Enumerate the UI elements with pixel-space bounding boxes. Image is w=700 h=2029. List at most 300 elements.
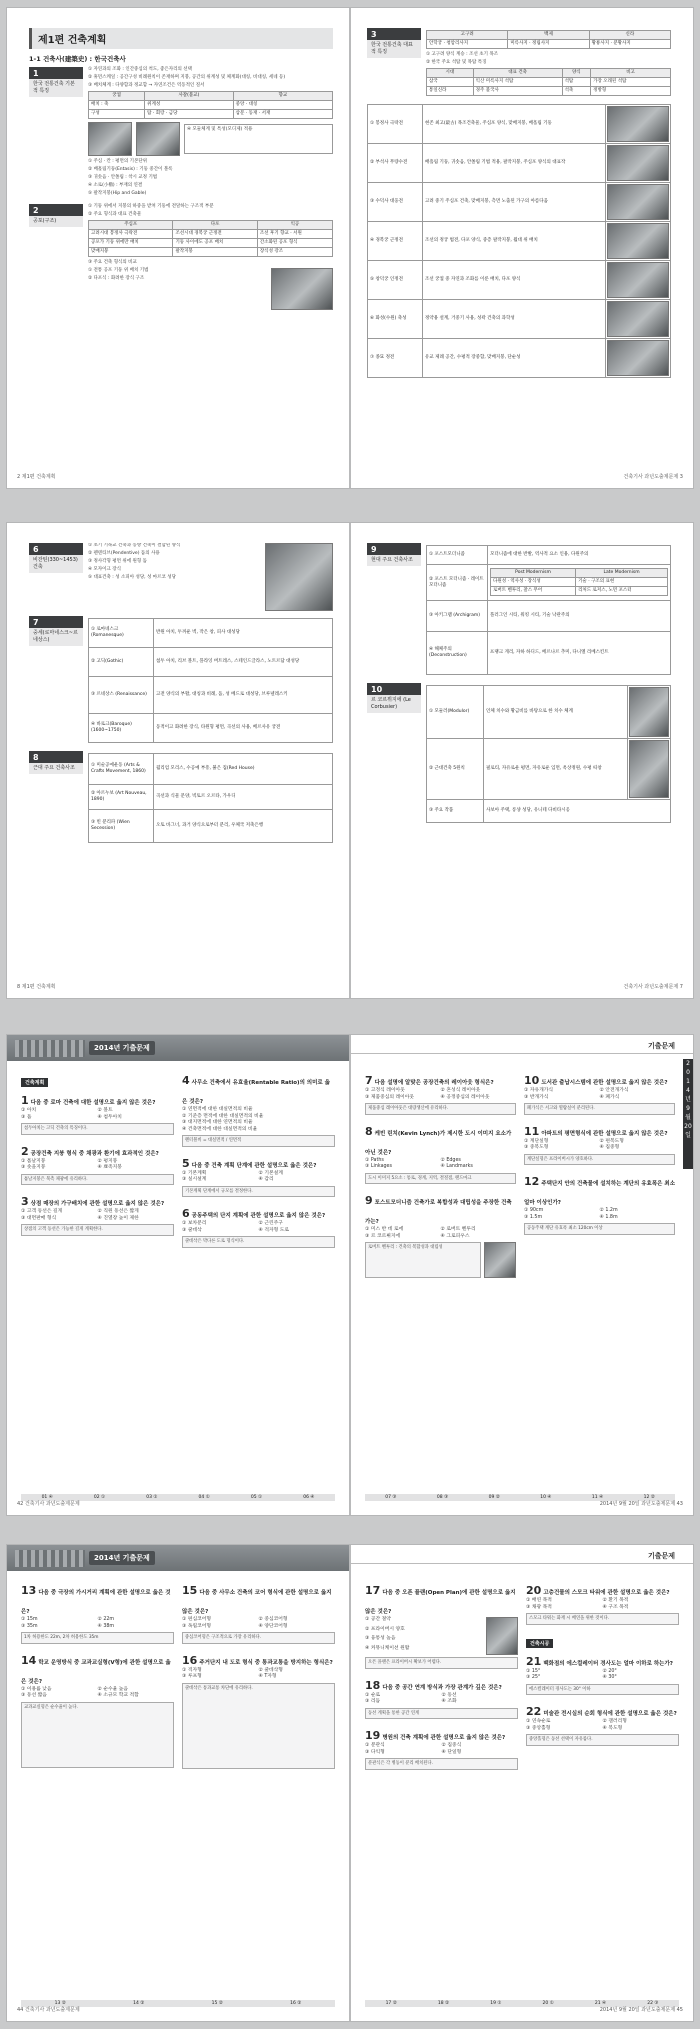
option[interactable]: ① 톱날지붕 [21,1158,46,1164]
modulor-figure [629,687,669,737]
option[interactable]: ② 평지붕 [97,1158,118,1164]
question-4 [182,1069,335,1147]
question-number: 3 [21,1195,29,1209]
table-cell: 기둥 사이에도 공포 배치 [173,239,257,248]
building-photo [607,223,669,259]
answer-cell: 01 ④ [41,1495,53,1500]
table-cell: 공포가 기둥 위에만 배치 [89,239,173,248]
page-6 [7,523,349,998]
option[interactable]: ③ 실시설계 [182,1177,207,1183]
item-1 [29,67,333,199]
option[interactable]: ② 쿨데삭형 [258,1667,283,1673]
option[interactable]: ① 15° [526,1668,541,1674]
table-cell: 황룡사지 · 분황사지 [589,40,670,49]
option[interactable]: ③ 제품중심의 레이아웃 [365,1094,415,1100]
table-cell: 미륵사지 · 정림사지 [508,40,589,49]
option[interactable]: ② 22m [97,1617,115,1622]
building-photo [607,262,669,298]
page-footer: 건축기사 과년도출제문제 3 [623,474,683,480]
question-3 [21,1190,174,1236]
explanation: 스모크 타워는 화재 시 배연을 위한 것이다. [526,1613,679,1625]
table-header: 신라 [589,31,670,40]
question-1 [21,1089,174,1135]
option[interactable]: ① 연면적에 대한 대실면적의 비율 [182,1107,253,1112]
building-graphic [15,1040,85,1057]
option[interactable]: ④ 구조 목적 [602,1604,629,1610]
table-cell: ② 고딕(Gothic) [89,648,154,677]
table-header: 비고 [591,69,671,78]
question-17 [365,1579,518,1669]
table-cell: 곡선과 식물 문양, 빅토르 오르타, 가우디 [154,785,333,810]
item-label: 비잔틴(330~1453) 건축 [29,555,83,573]
answer-cell: 11 ④ [591,1495,604,1500]
question-text: 다음 중 극장의 가시거리 계획에 관한 설명으로 옳은 것은? [21,1590,171,1615]
option[interactable]: ① 아치 [21,1108,37,1113]
item-number: 7 [29,616,83,628]
table-cell: 정방형 [591,87,671,96]
item-3 [367,28,671,99]
table-cell: 삼문 · 동재 · 서재 [233,110,332,119]
item-label: 공포(구조) [29,216,83,227]
text-line: ② 한국 주요 석탑 및 목탑 특징 [426,60,487,65]
answer-cell: 08 ③ [436,1495,449,1500]
table-cell: 동적이고 화려한 장식, 타원형 평면, 곡선의 사용, 베르사유 궁전 [154,714,333,743]
option[interactable]: ② 1.2m [599,1208,618,1214]
table-cell: 반원 아치, 두꺼운 벽, 작은 창, 피사 대성당 [154,619,333,648]
text-line: ② 다포식 : 화려한 장식 구조 [88,276,145,281]
table-cell: 탑 · 회랑 · 금당 [145,110,233,119]
question-13 [21,1579,174,1644]
option[interactable]: ④ 공정중심의 레이아웃 [440,1094,490,1100]
text-line: ① 초기 기독교 건축과 동방 건축이 결합된 양식 [88,543,181,548]
question-text: 다음 중 건축 계획 단계에 관한 설명으로 옳은 것은? [191,1162,317,1169]
table-cell: 익산 미륵사지 석탑 [473,78,562,87]
option[interactable]: ① 계단실형 [524,1138,549,1144]
question-number: 20 [526,1584,542,1597]
kingdom-table [426,30,671,49]
text-line: ② 배흘림기둥(Entasis) : 기둥 중간이 볼록 [88,167,173,172]
question-number: 6 [182,1207,190,1221]
explanation: 로버트 벤투리 : 건축의 복합성과 대립성 [365,1242,481,1278]
question-20 [526,1579,679,1625]
strip-char: 0 [686,1069,690,1076]
table-cell: 기술 · 구조의 표현 [576,578,668,587]
option[interactable]: ① 기본계획 [182,1170,207,1176]
option[interactable]: ③ 채광 목적 [526,1604,552,1610]
table-header: 고구려 [427,31,508,40]
table-cell: 고전 양식의 부활, 대칭과 비례, 돔, 성 베드로 대성당, 브루넬레스키 [154,677,333,714]
table-cell: ③ 르네상스 (Renaissance) [89,677,154,714]
option[interactable]: ③ 독립코어형 [182,1623,211,1629]
option[interactable]: ① 배연 목적 [526,1598,552,1603]
option[interactable]: ④ 1.8m [599,1214,618,1220]
option[interactable]: ④ 38m [97,1623,115,1629]
table-cell: 조선 궁궐 중 자연과 조화를 이룬 배치, 다포 양식 [423,261,606,300]
option[interactable]: ② 중심코어형 [258,1617,288,1622]
section-title: 1-1 건축사(建築史) : 한국건축사 [29,55,126,63]
question-text: 케빈 린치(Kevin Lynch)가 제시한 도시 이미지 요소가 아닌 것은? [365,1130,512,1156]
question-text: 다음 중 사무소 건축의 코어 형식에 관한 설명으로 옳지 않은 것은? [182,1590,332,1615]
text-line: ④ 모자이크 장식 [88,567,121,572]
header-tag: 2014년 기출문제 [89,1551,155,1565]
option[interactable]: ③ 대면판매 형식 [21,1215,57,1221]
option[interactable]: ① 공간 절약 [365,1617,391,1622]
corbusier-table [426,685,671,823]
question-text: 주거단지 내 도로 형식 중 통과교통을 방지하는 형식은? [199,1659,333,1666]
option[interactable]: ② 편복도형 [599,1138,624,1144]
question-number: 9 [365,1194,373,1208]
option[interactable]: ② 집중식 [441,1743,462,1749]
option[interactable]: ③ 융통성 높음 [365,1636,396,1641]
option[interactable]: ④ 30° [602,1675,617,1681]
question-text: 병원의 건축 계획에 관한 설명으로 옳지 않은 것은? [382,1735,506,1742]
subject-pill: 건축계획 [21,1078,48,1087]
option[interactable]: ② 순수율 높음 [97,1686,129,1692]
table-cell: 유교 제례 공간, 수평적 장중함, 맞배지붕, 단순성 [423,339,606,378]
question-12 [524,1170,675,1235]
option[interactable]: ④ 감리 [258,1177,274,1183]
header-tag: 2014년 기출문제 [89,1041,155,1055]
option[interactable]: ③ 르 코르뷔지에 [365,1233,401,1239]
option[interactable]: ③ 루프형 [182,1674,202,1680]
table-cell: 통일신라 [427,87,474,96]
explanation: 첨두아치는 고딕 건축의 특징이다. [21,1123,174,1135]
option[interactable]: ② 프라이버시 양호 [365,1626,405,1632]
building-photo [607,145,669,181]
text-line: ③ 주요 건축 형식의 비교 [88,260,137,265]
question-number: 10 [524,1074,540,1087]
header-rule [351,1551,693,1564]
header-tag: 기출문제 [647,1552,675,1560]
question-19 [365,1724,518,1770]
section-pill: 건축시공 [526,1639,553,1648]
answer-cell: 21 ④ [594,2001,607,2006]
table-header: 익공 [257,221,332,230]
architect-portrait [484,1242,516,1278]
option[interactable]: ② 볼트 [97,1108,113,1113]
explanation: 중심코어형은 구조적으로 가장 유리하다. [182,1632,335,1644]
option[interactable]: ④ T자형 [258,1674,277,1680]
item-label: 한국 전통건축 대표적 특징 [367,40,421,58]
question-text: 주택단지 안의 건축물에 설치하는 계단의 유효폭은 최소 얼마 이상인가? [524,1181,675,1207]
table-cell: ② 포스트 모더니즘 · 레이트 모더니즘 [427,565,488,601]
option[interactable]: ① 고객 동선은 길게 [21,1209,63,1215]
option[interactable]: ③ 다익형 [365,1749,385,1755]
building-table [367,104,671,378]
spread-2 [7,523,693,998]
option[interactable]: ② 안전개가식 [599,1088,629,1093]
option[interactable]: ② 로버트 벤투리 [440,1227,476,1233]
option[interactable]: ④ 양단코어형 [258,1623,288,1629]
option[interactable]: ② 기본설계 [258,1170,283,1176]
question-8 [365,1120,516,1185]
explanation: 오픈 플랜은 프라이버시 확보가 어렵다. [365,1657,518,1669]
option[interactable]: ④ 단일형 [441,1749,462,1755]
option[interactable]: ④ 건축면적에 대한 대실면적의 비율 [182,1126,258,1132]
table-cell: 가장 오래된 석탑 [591,78,671,87]
text-line: ② 휴먼스케일 : 공간구성 비례원칙이 존재하며 지붕, 공간의 위계성 및 체계화(대칭, 비대칭, 세네 등) [88,75,286,80]
option[interactable]: ③ Linkages [365,1164,392,1170]
table-cell: 모더니즘에 대한 반발, 역사적 요소 인용, 다원주의 [488,546,671,565]
page-7 [351,523,693,998]
explanation: 계단실형은 프라이버시가 양호하다. [524,1154,675,1166]
strip-char: 20 [684,1123,692,1130]
strip-char: 9 [686,1105,690,1112]
option[interactable]: ① Paths [365,1157,384,1163]
question-7 [365,1069,516,1115]
table-cell: 조선 후기 향교 · 서원 [257,230,332,239]
header-band [7,1545,349,1571]
option[interactable]: ① 15m [21,1617,38,1622]
answer-cell: 09 ② [488,1495,500,1500]
option[interactable]: ① 자유개가식 [524,1088,553,1093]
table-header: 궁궐 [89,92,145,101]
explanation: 도시 이미지 5요소 : 통로, 경계, 지역, 결절점, 랜드마크 [365,1173,516,1185]
table-cell: 배치 : 축 [89,101,145,110]
item-label: 현대 주요 건축사조 [367,555,421,566]
page-footer: 44 건축기사 과년도출제문제 [17,2007,80,2013]
table-cell: 팔작지붕 [173,248,257,257]
question-number: 2 [21,1144,29,1158]
question-10 [524,1069,675,1115]
option[interactable]: ④ 조화 [441,1699,457,1705]
table-cell: 안학궁 · 청암리사지 [427,40,508,49]
option[interactable]: ③ 1.5m [524,1214,543,1220]
option[interactable]: ② 혼성식 레이아웃 [440,1088,481,1093]
page-footer: 8 제1편 건축계획 [17,984,56,990]
office-photo [486,1617,518,1655]
building-graphic [15,1550,85,1567]
answer-cell: 14 ② [133,2001,145,2006]
table-cell: 첨두 아치, 리브 볼트, 플라잉 버트레스, 스테인드글라스, 노트르담 대성당 [154,648,333,677]
question-15 [182,1579,335,1644]
item-10 [367,683,671,826]
explanation: 상점의 고객 동선은 가능한 길게 계획한다. [21,1224,174,1236]
table-cell: 현존 최고(最古) 목조건축물, 주심포 양식, 맞배지붕, 배흘림 기둥 [423,105,606,144]
text-line: ⑤ 팔작지붕(Hip and Gable) [88,191,147,196]
option[interactable]: ④ 뾰족지붕 [97,1165,122,1171]
option[interactable]: ④ 폐가식 [599,1094,620,1100]
option[interactable]: ① 미스 반 데 로에 [365,1227,404,1233]
option[interactable]: ② 갤러리형 [602,1719,627,1725]
option[interactable]: ③ 리듬 [365,1699,381,1705]
layout-table [88,91,333,119]
option[interactable]: ③ 35m [21,1623,38,1629]
text-line: ④ 모듈체계 및 특성(모디제) 적용 [187,127,253,132]
answer-cell: 12 ② [643,1495,655,1500]
building-photo [607,184,669,220]
explanation: 에스컬레이터 경사도는 30° 이하 [526,1684,679,1696]
option[interactable]: ① 편심코어형 [182,1617,211,1622]
text-line: ① 자연과의 조화 : 인간중심의 척도, 좋은자리의 선택 [88,67,192,72]
strip-char: 2 [686,1060,690,1067]
item-number: 8 [29,751,83,763]
table-cell: 프랭크 게리, 자하 하디드, 베르나르 추미, 다니엘 리베스킨트 [488,632,671,675]
answer-cell: 18 ② [437,2001,450,2006]
option[interactable]: ③ 중복도형 [524,1145,549,1151]
question-9 [365,1189,516,1278]
option[interactable]: ② 동선 [441,1692,457,1698]
question-number: 1 [21,1094,29,1107]
table-cell: ② 아르누보 (Art Nouveau, 1890) [89,785,154,810]
option[interactable]: ③ 25° [526,1675,541,1681]
item-label: 중세(로마네스크~르네상스) [29,628,83,646]
page-footer: 건축기사 과년도출제문제 7 [623,984,683,990]
comparison-table [490,568,668,596]
table-cell: 조선시대 경복궁 근정전 [173,230,257,239]
option[interactable]: ④ 진열장 높이 제한 [97,1215,139,1221]
temple-photo [136,122,180,156]
option[interactable]: ④ 소규모 학교 적합 [97,1693,139,1699]
table-cell: ③ 수덕사 대웅전 [368,183,423,222]
answer-cell: 02 ① [93,1495,106,1500]
option[interactable]: ② 근린주구 [258,1221,283,1227]
option[interactable]: ③ 대지면적에 대한 연면적의 비율 [182,1120,253,1125]
text-line: ① 기둥 위에서 지붕의 하중을 받쳐 기둥에 전달하는 구조적 부분 [88,204,214,209]
question-number: 4 [182,1074,190,1087]
option[interactable]: ③ 솟을지붕 [21,1165,46,1171]
table-header: 주심포 [89,221,173,230]
explanation: 1차 허용한도 22m, 2차 허용한도 35m [21,1632,174,1644]
option[interactable]: ① 보차분리 [182,1221,207,1227]
page-footer: 2014년 9월 20일 과년도출제문제 43 [599,1501,683,1507]
table-cell: ③ 주요 작품 [427,800,484,823]
item-number: 9 [367,543,421,555]
answer-cell: 05 ① [250,1495,263,1500]
table-cell: 사보아 주택, 롱샹 성당, 유니테 다비타시옹 [484,800,671,823]
strip-char: 4 [686,1087,690,1094]
table-header: 향교 [233,92,332,101]
option[interactable]: ③ 반개가식 [524,1094,549,1100]
option[interactable]: ④ 격자형 도로 [258,1227,290,1233]
option[interactable]: ③ 중앙홀형 [526,1725,551,1731]
question-number: 14 [21,1653,37,1667]
style-table [88,618,333,743]
header-band [7,1035,349,1061]
spread-3 [7,1035,693,1515]
option[interactable]: ④ Landmarks [440,1164,473,1170]
table-header: Post Modernism [491,569,576,578]
answer-cell: 13 ② [54,2001,66,2006]
option[interactable]: ② 직원 동선은 짧게 [97,1209,139,1215]
table-cell: ③ 아키그램 (Archigram) [427,601,488,632]
explanation: 교과교실형은 순수율이 높다. [21,1702,174,1768]
page-42 [7,1035,349,1515]
table-cell: 장식성 강조 [257,248,332,257]
item-label: 르 코르뷔지에 (Le Corbusier) [367,695,421,713]
page-footer: 2014년 9월 20일 과년도출제문제 45 [599,2007,683,2013]
option[interactable]: ② Edges [440,1157,461,1163]
spread-1 [7,8,693,488]
answer-cell: 06 ④ [303,1495,315,1500]
question-22 [526,1700,679,1746]
option[interactable]: ④ 집중형 [599,1145,620,1151]
option[interactable]: ② 기준층 면적에 대한 대실면적의 비율 [182,1113,264,1119]
question-text: 백화점의 에스컬레이터 경사도는 얼마 이하로 하는가? [543,1660,673,1667]
table-cell: ② 근대건축 5원칙 [427,739,484,800]
page-footer: 42 건축기사 과년도출제문제 [17,1501,80,1507]
table-cell: ④ 바로크(Baroque) (1600~1750) [89,714,154,743]
question-number: 15 [182,1584,198,1597]
item-number: 3 [367,28,421,40]
page-2 [7,8,349,488]
bracket-table [88,220,333,257]
option[interactable]: ① 고정식 레이아웃 [365,1088,405,1093]
question-text: 다음 중 공간 연계 방식과 가장 관계가 깊은 것은? [382,1684,502,1691]
option[interactable]: ③ 동선 짧음 [21,1693,47,1699]
option[interactable]: ③ 쿨데삭 [182,1227,202,1233]
explanation: 분관식은 각 병동이 분리 배치된다. [365,1758,518,1770]
table-cell: 로버트 벤투리, 찰스 무어 [491,587,576,596]
answer-cell: 07 ③ [385,1495,397,1500]
option[interactable]: ① 90cm [524,1208,544,1214]
option[interactable]: ② 20° [602,1668,617,1674]
table-cell: ① 미술공예운동 (Arts & Crafts Movement, 1860) [89,754,154,785]
item-label: 한국 전통건축 기본적 특징 [29,79,83,97]
option[interactable]: ④ 복도형 [602,1725,623,1731]
table-cell: 다원성 · 역사성 · 장식성 [491,578,576,587]
item-number: 10 [367,683,421,695]
answer-cell: 03 ① [146,1495,158,1500]
answer-cell: 15 ② [211,2001,223,2006]
answer-cell: 17 ② [385,2001,397,2006]
table-cell: ④ 경복궁 근정전 [368,222,423,261]
pagoda-table [426,68,671,96]
text-line: ④ 소로(小櫓) : 부재의 연결 [88,183,143,188]
option[interactable]: ① 연속순로 [526,1719,551,1725]
option[interactable]: ④ 그로피우스 [440,1233,470,1239]
table-cell: 조선의 정궁 법전, 다포 양식, 중층 팔작지붕, 월대 위 배치 [423,222,606,261]
table-cell: ① 모듈러(Modulor) [427,686,484,739]
explanation: 렌터블비 = 대실면적 / 연면적 [182,1135,335,1147]
table-cell: 윌리엄 모리스, 수공예 부흥, 붉은 집(Red House) [154,754,333,785]
question-number: 16 [182,1653,198,1667]
explanation: 제품중심 레이아웃은 대량생산에 유리하다. [365,1103,516,1115]
explanation: 중앙홀형은 동선 선택이 자유롭다. [526,1734,679,1746]
building-photo [607,301,669,337]
question-number: 8 [365,1124,373,1138]
table-cell: ③ 빈 분리파 (Wien Secession) [89,810,154,843]
option[interactable]: ① 격자형 [182,1667,202,1673]
explanation: 공동주택 계단 유효폭 최소 120cm 이상 [524,1223,675,1235]
text-line: ① 주심 · 칸 : 평면의 기본단위 [88,159,148,164]
table-cell: 맞배지붕 [89,248,173,257]
table-cell: 플러그인 시티, 워킹 시티, 기술 낙관주의 [488,601,671,632]
text-line: ② 펜덴티브(Pendentive) 돔의 사용 [88,551,160,556]
question-text: 도서관 출납시스템에 관한 설명으로 옳지 않은 것은? [541,1080,668,1086]
text-line: ① 고구려 양식 계승 : 조선 초기 목조 [426,52,499,57]
table-cell: 고려시대 봉정사 극락전 [89,230,173,239]
option[interactable]: ④ 커뮤니케이션 원활 [365,1645,410,1651]
question-text: 다음 중 오픈 플랜(Open Plan)에 관한 설명으로 옳지 않은 것은? [365,1590,516,1615]
table-cell: 고려 중기 주심포 건축, 맞배지붕, 측면 노출된 가구의 아름다움 [423,183,606,222]
item-7 [29,616,333,746]
table-cell: ⑦ 종묘 정전 [368,339,423,378]
question-text: 미술관 전시실의 순회 형식에 관한 설명으로 옳은 것은? [543,1711,677,1718]
option[interactable]: ① 순로 [365,1692,381,1698]
option[interactable]: ③ 돔 [21,1114,32,1120]
option[interactable]: ② 환기 목적 [602,1598,629,1603]
strip-char: 일 [685,1132,691,1139]
caption-box [184,124,333,154]
question-number: 11 [524,1124,540,1138]
page-45 [351,1545,693,2021]
question-number: 13 [21,1584,37,1597]
option[interactable]: ④ 첨두아치 [97,1114,122,1120]
option[interactable]: ① 분관식 [365,1743,385,1749]
table-header: 사찰(불교) [145,92,233,101]
option[interactable]: ① 이용률 낮음 [21,1686,52,1692]
